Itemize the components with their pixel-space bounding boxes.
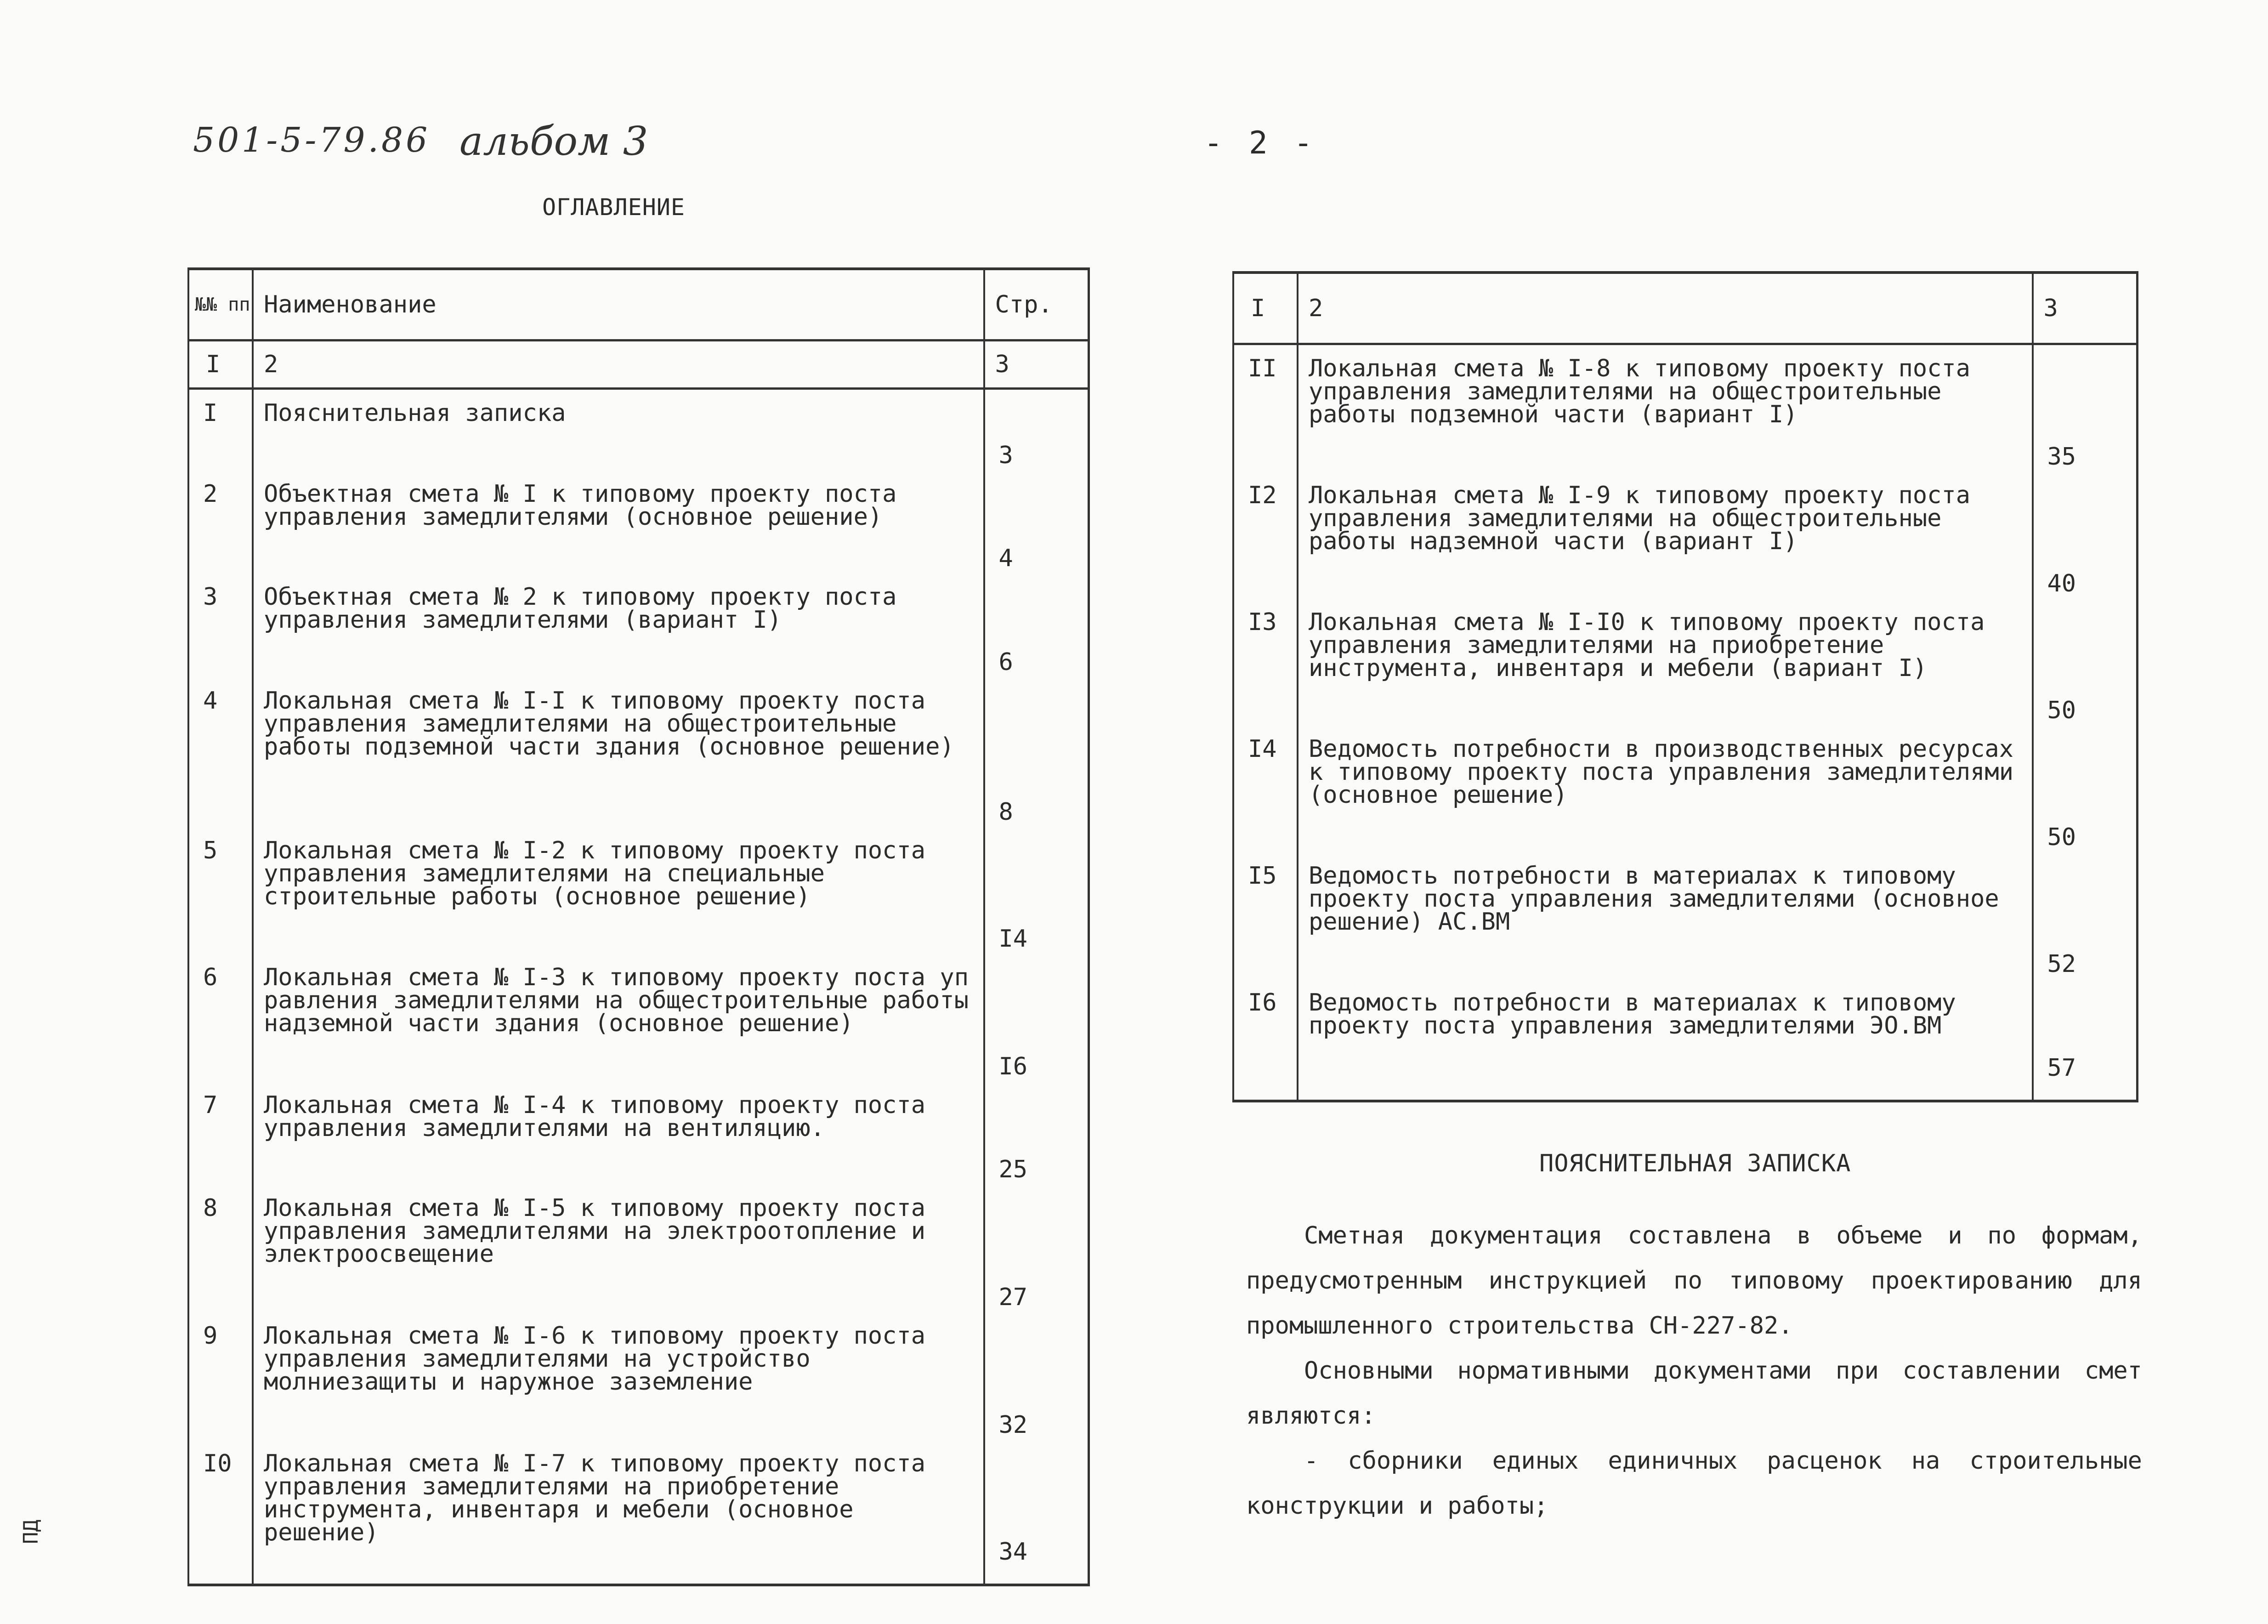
- spacer-cell: [1233, 1083, 1298, 1101]
- toc-row-name: Локальная смета № I-6 к типовому проекту поста управления замедлителями на устройство молниезащиты и наружное заземление: [253, 1312, 984, 1440]
- toc-row: [188, 1312, 1089, 1440]
- toc-row-page: 50: [2033, 726, 2138, 852]
- toc-row: [188, 574, 1089, 677]
- index-cell: 3: [2033, 273, 2138, 344]
- toc-row-number: I3: [1248, 608, 1277, 636]
- toc-row-number: 3: [203, 583, 218, 611]
- index-cell: 2: [253, 341, 984, 389]
- toc-row-name: Локальная смета № I-7 к типовому проекту поста управления замедлителями на приобретение инструмента, инвентаря и мебели (основное решение): [253, 1440, 984, 1567]
- toc-row-page: 27: [984, 1185, 1089, 1312]
- toc-row-name: Ведомость потребности в производственных ресурсах к типовому проекту поста управления замедлителями (основное решение): [1298, 726, 2033, 852]
- toc-row-name: Локальная смета № I-8 к типовому проекту поста управления замедлителями на общестроительные работы подземной части (вариант I): [1298, 344, 2033, 472]
- toc-row: [1233, 472, 2138, 599]
- toc-row: [188, 471, 1089, 574]
- toc-row-page: 35: [2033, 344, 2138, 472]
- toc-row-number: II: [1248, 355, 1277, 382]
- spacer-cell: [2033, 1083, 2138, 1101]
- toc-row-name: Объектная смета № 2 к типовому проекту поста управления замедлителями (вариант I): [253, 574, 984, 677]
- toc-row: [188, 827, 1089, 954]
- spacer-cell: [253, 1567, 984, 1585]
- toc-row: [188, 1082, 1089, 1185]
- spacer-cell: [984, 1567, 1089, 1585]
- index-cell: 2: [1298, 273, 2033, 344]
- toc-row-number: 4: [203, 687, 218, 715]
- page-number: - 2 -: [1204, 125, 1316, 161]
- side-mark: ПД: [19, 1520, 43, 1544]
- toc-row-number: 5: [203, 837, 218, 864]
- toc-row-number: I5: [1248, 862, 1277, 890]
- toc-row-name: Локальная смета № I-I0 к типовому проекту поста управления замедлителями на приобретение инструмента, инвентаря и мебели (вариант I): [1298, 599, 2033, 726]
- spacer-cell: [1298, 1083, 2033, 1101]
- toc-row-number: I2: [1248, 482, 1277, 509]
- col-name-header: Наименование: [253, 269, 984, 341]
- index-cell: 3: [984, 341, 1089, 389]
- toc-row-name: Локальная смета № I-2 к типовому проекту поста управления замедлителями на специальные строительные работы (основное решение): [253, 827, 984, 954]
- toc-row: [188, 389, 1089, 471]
- toc-table-left: [187, 267, 1090, 1586]
- toc-row-name: Локальная смета № I-3 к типовому проекту поста уп равления замедлителями на общестроительные работы надземной части здания (основное решение): [253, 954, 984, 1082]
- toc-row-page: 8: [984, 677, 1089, 827]
- album-label: альбом 3: [459, 119, 648, 165]
- toc-row-number: I: [203, 399, 218, 427]
- toc-row-page: 25: [984, 1082, 1089, 1185]
- toc-index-row: [1233, 273, 2138, 344]
- toc-row: [188, 1185, 1089, 1312]
- toc-row-number: 6: [203, 964, 218, 991]
- document-code: 501-5-79.86: [193, 120, 431, 160]
- index-cell: I: [188, 341, 253, 389]
- toc-row-name: Объектная смета № I к типовому проекту поста управления замедлителями (основное решение): [253, 471, 984, 574]
- toc-row-spacer: [1233, 1083, 2138, 1101]
- toc-table-right: [1232, 271, 2138, 1102]
- toc-row: [1233, 979, 2138, 1083]
- toc-row-name: Локальная смета № I-5 к типовому проекту поста управления замедлителями на электроотопление и электроосвещение: [253, 1185, 984, 1312]
- toc-row-page: 6: [984, 574, 1089, 677]
- toc-row-name: Ведомость потребности в материалах к типовому проекту поста управления замедлителями (основное решение) АС.ВМ: [1298, 852, 2033, 979]
- toc-row-page: 57: [2033, 979, 2138, 1083]
- toc-row-number: 7: [203, 1091, 218, 1119]
- toc-row-name: Пояснительная записка: [253, 389, 984, 471]
- spacer-cell: [188, 1567, 253, 1585]
- toc-row-page: 32: [984, 1312, 1089, 1440]
- toc-row-page: I6: [984, 954, 1089, 1082]
- toc-header-row: [188, 269, 1089, 341]
- toc-row: [1233, 726, 2138, 852]
- toc-row: [188, 954, 1089, 1082]
- toc-row-page: 40: [2033, 472, 2138, 599]
- toc-row-number: I4: [1248, 735, 1277, 763]
- toc-row-name: Локальная смета № I-9 к типовому проекту поста управления замедлителями на общестроительные работы надземной части (вариант I): [1298, 472, 2033, 599]
- toc-row-number: 9: [203, 1322, 218, 1350]
- toc-row-number: I6: [1248, 989, 1277, 1016]
- toc-row-page: 52: [2033, 852, 2138, 979]
- toc-row-page: 34: [984, 1440, 1089, 1567]
- toc-row-name: Локальная смета № I-4 к типовому проекту поста управления замедлителями на вентиляцию.: [253, 1082, 984, 1185]
- toc-row: [188, 677, 1089, 827]
- toc-index-row: [188, 341, 1089, 389]
- note-paragraph: - сборники единых единичных расценок на строительные конструкции и работы;: [1246, 1447, 2142, 1520]
- toc-row-name: Ведомость потребности в материалах к типовому проекту поста управления замедлителями ЭО.ВМ: [1298, 979, 2033, 1083]
- toc-row-page: 4: [984, 471, 1089, 574]
- toc-row-number: 8: [203, 1194, 218, 1222]
- toc-row-page: 3: [984, 389, 1089, 471]
- note-paragraph: Основными нормативными документами при составлении смет являются:: [1246, 1357, 2142, 1430]
- toc-row-number: I0: [203, 1450, 232, 1477]
- toc-row-page: I4: [984, 827, 1089, 954]
- toc-row: [1233, 599, 2138, 726]
- toc-row: [1233, 852, 2138, 979]
- toc-title: ОГЛАВЛЕНИЕ: [542, 194, 686, 221]
- toc-row: [1233, 344, 2138, 472]
- toc-row-spacer: [188, 1567, 1089, 1585]
- note-paragraph: Сметная документация составлена в объеме и по формам, предусмотренным инструкцией по типовому проектированию для промышленного строительства СН-227-82.: [1246, 1222, 2142, 1340]
- toc-row-page: 50: [2033, 599, 2138, 726]
- toc-row-name: Локальная смета № I-I к типовому проекту поста управления замедлителями на общестроительные работы подземной части здания (основное решение): [253, 677, 984, 827]
- col-page-header: Стр.: [984, 269, 1089, 341]
- toc-row-number: 2: [203, 480, 218, 508]
- col-num-header: №№ пп: [188, 269, 253, 341]
- toc-row: [188, 1440, 1089, 1567]
- note-title: ПОЯСНИТЕЛЬНАЯ ЗАПИСКА: [1539, 1150, 1851, 1177]
- index-cell: I: [1233, 273, 1298, 344]
